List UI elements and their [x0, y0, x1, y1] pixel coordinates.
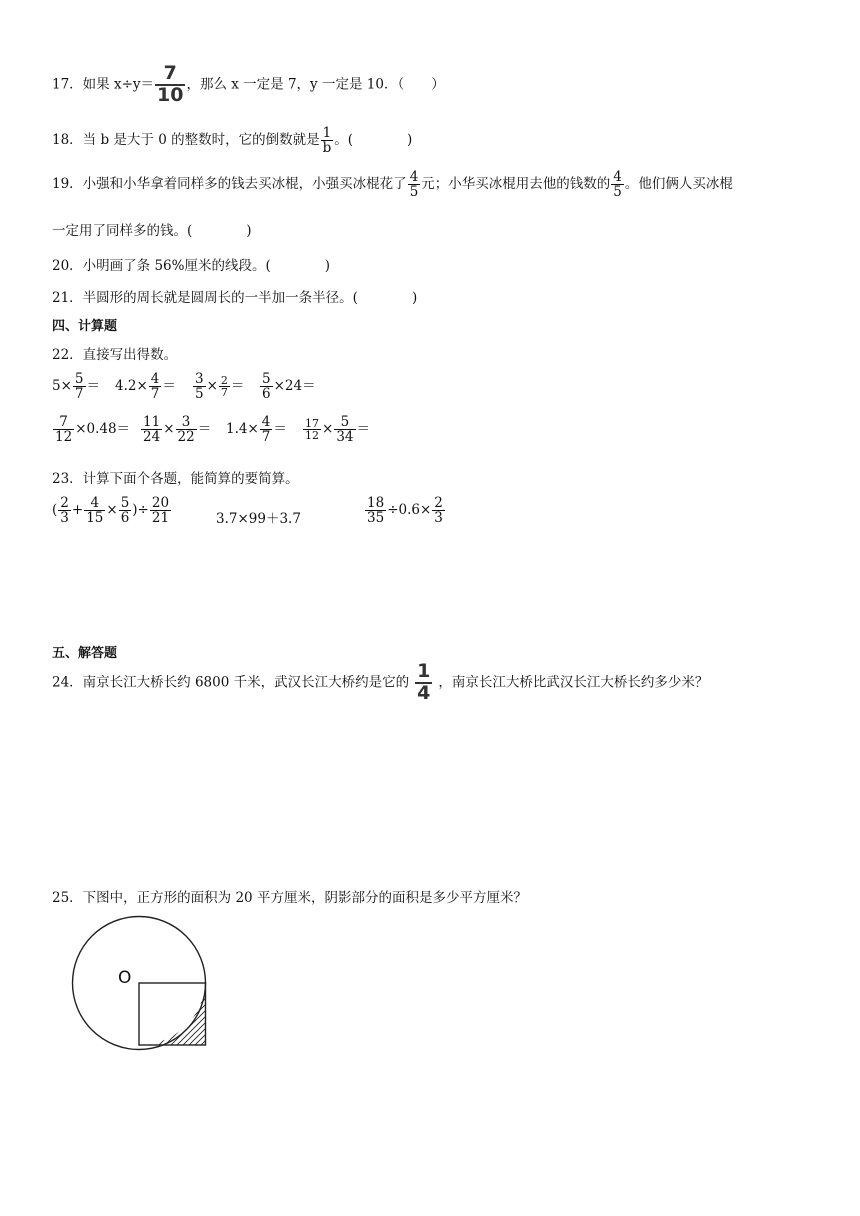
q23-e1-close-div: )÷	[132, 502, 149, 519]
q22-e6-den2: 22	[177, 429, 195, 446]
q23-expression-3	[364, 496, 446, 525]
q22-e5-den: 12	[55, 429, 73, 446]
q23-e1-den2: 15	[86, 510, 104, 527]
q23-e1-num2: 4	[90, 495, 100, 511]
q23-e1-plus: +	[71, 502, 84, 519]
q23-e1-num4: 20	[151, 495, 170, 511]
q17-text-post: ，那么 x 一定是 7，y 一定是 10．（ ）	[186, 76, 445, 93]
question-22-title: 22．直接写出得数。	[52, 347, 178, 363]
q23-e3-num2: 2	[434, 495, 443, 511]
circle-square-figure	[68, 912, 218, 1052]
q22-e5-suffix: ×0.48＝	[75, 421, 131, 438]
q22-e6-fraction-1	[141, 415, 162, 444]
q22-e8-num2: 5	[340, 414, 350, 430]
section-4-heading: 四、计算题	[52, 319, 118, 334]
q23-e3-fraction-1	[365, 496, 386, 525]
q23-e1-fraction-1	[58, 496, 71, 525]
q22-e2-suffix: ＝	[162, 378, 176, 395]
q23-e1-fraction-2	[84, 496, 105, 525]
q23-e1-fraction-4	[150, 496, 171, 525]
q23-e1-open-paren: (	[52, 502, 58, 519]
q22-e1-suffix: ＝	[86, 378, 100, 395]
q22-e2-den: 7	[150, 386, 160, 403]
q22-e7-num: 4	[261, 414, 271, 430]
q19-numerator-2: 4	[613, 169, 622, 185]
q19-denominator-2: 5	[613, 184, 622, 201]
q18-numerator: 1	[322, 125, 332, 141]
q22-e5-num: 7	[59, 414, 68, 430]
q22-e7-fraction	[260, 415, 273, 444]
question-21: 21．半圆形的周长就是圆周长的一半加一条半径。( )	[52, 290, 418, 306]
q18-text-pre: 18．当 b 是大于 0 的整数时，它的倒数就是	[52, 132, 320, 149]
q22-e4-fraction	[260, 372, 273, 401]
q22-e8-fraction-2	[334, 415, 355, 444]
question-19-line-2: 一定用了同样多的钱。( )	[52, 223, 252, 239]
q17-fraction	[155, 64, 185, 106]
q18-denominator: b	[322, 140, 332, 157]
q22-e1-num: 5	[74, 371, 84, 387]
q17-text-pre: 17．如果 x÷y＝	[52, 76, 155, 93]
q22-e6-den1: 24	[143, 429, 161, 446]
question-24	[52, 662, 708, 704]
q22-e1-fraction	[73, 372, 86, 401]
q24-text-pre: 24．南京长江大桥长约 6800 千米，武汉长江大桥约是它的	[52, 674, 410, 691]
question-20: 20．小明画了条 56%厘米的线段。( )	[52, 258, 331, 274]
q19-text-mid: 元；小华买冰棍用去他的钱数的	[421, 176, 611, 193]
question-18	[52, 126, 412, 155]
q22-e3-num2: 2	[220, 373, 228, 387]
q22-e3-fraction-2	[219, 375, 230, 399]
q22-e8-fraction-1	[303, 418, 321, 442]
q19-denominator-1: 5	[409, 184, 419, 201]
q22-expression-1	[52, 372, 100, 401]
q17-denominator: 10	[157, 83, 184, 106]
q22-e7-den: 7	[261, 429, 271, 446]
q23-e3-middle: ÷0.6×	[387, 502, 432, 519]
q19-text-post: 。他们俩人买冰棍	[624, 176, 733, 193]
q22-e8-den1: 12	[305, 429, 319, 443]
q24-text-post: ，南京长江大桥比武汉长江大桥长约多少米？	[438, 674, 709, 691]
q19-text-pre: 19．小强和小华拿着同样多的钱去买冰棍，小强买冰棍花了	[52, 176, 407, 193]
q22-expression-8	[302, 415, 370, 444]
q24-fraction	[415, 662, 432, 704]
q24-numerator: 1	[417, 660, 431, 682]
q22-e1-prefix: 5×	[52, 378, 72, 395]
question-19	[52, 170, 733, 199]
q22-e4-den: 6	[262, 386, 271, 403]
section-5-heading: 五、解答题	[52, 646, 118, 661]
q22-e6-num1: 11	[143, 414, 161, 430]
q23-expression-1	[52, 496, 172, 525]
q22-e4-suffix: ×24＝	[273, 378, 316, 395]
q22-e1-den: 7	[74, 386, 84, 403]
q22-e8-num1: 17	[305, 416, 319, 430]
center-label-o: O	[118, 968, 132, 988]
q18-fraction	[321, 126, 334, 155]
q22-expression-2	[115, 372, 176, 401]
question-23-title: 23．计算下面个各题，能简算的要简算。	[52, 471, 299, 487]
q19-fraction-1	[408, 170, 421, 199]
q17-numerator: 7	[163, 62, 177, 84]
q24-denominator: 4	[417, 681, 431, 704]
q19-numerator-1: 4	[409, 169, 419, 185]
q22-expression-4	[259, 372, 316, 401]
q22-e3-operator: ×	[206, 378, 218, 395]
q22-expression-5	[52, 415, 130, 444]
q23-e3-fraction-2	[432, 496, 445, 525]
q22-expression-6	[140, 415, 211, 444]
q23-e3-den1: 35	[367, 510, 385, 527]
q18-text-post: 。( )	[334, 132, 413, 149]
q22-e6-num2: 3	[181, 414, 191, 430]
q22-e7-suffix: ＝	[273, 421, 287, 438]
q23-e3-den2: 3	[434, 510, 443, 527]
q22-expression-7	[226, 415, 287, 444]
q22-e6-fraction-2	[176, 415, 197, 444]
q22-e5-fraction	[53, 415, 74, 444]
q22-e3-den2: 7	[220, 386, 228, 400]
q22-e8-operator: ×	[322, 421, 334, 438]
q22-e4-num: 5	[262, 371, 271, 387]
q23-expression-2: 3.7×99＋3.7	[216, 511, 301, 527]
q22-e2-prefix: 4.2×	[115, 378, 148, 395]
q22-expression-3	[192, 372, 244, 401]
q19-fraction-2	[611, 170, 624, 199]
q22-e3-suffix: ＝	[230, 378, 245, 395]
q22-e7-prefix: 1.4×	[226, 421, 259, 438]
q23-e1-num3: 5	[120, 495, 130, 511]
q23-e1-times: ×	[106, 502, 118, 519]
q22-e8-den2: 34	[336, 429, 354, 446]
q23-e1-den3: 6	[120, 510, 130, 527]
question-17	[52, 64, 445, 106]
shaded-region	[152, 992, 218, 1052]
q23-e1-num1: 2	[60, 495, 69, 511]
q23-e1-fraction-3	[119, 496, 132, 525]
q22-e2-num: 4	[150, 371, 160, 387]
q22-e3-num1: 3	[195, 371, 204, 387]
q22-e6-suffix: ＝	[197, 421, 212, 438]
q22-e3-den1: 5	[195, 386, 204, 403]
q22-e8-suffix: ＝	[356, 421, 370, 438]
q22-e2-fraction	[149, 372, 162, 401]
q23-e3-num1: 18	[367, 495, 385, 511]
q23-e1-den4: 21	[151, 510, 170, 527]
q22-e3-fraction-1	[193, 372, 206, 401]
question-25: 25．下图中，正方形的面积为 20 平方厘米，阴影部分的面积是多少平方厘米？	[52, 890, 527, 906]
q22-e6-operator: ×	[163, 421, 175, 438]
q23-e1-den1: 3	[60, 510, 69, 527]
